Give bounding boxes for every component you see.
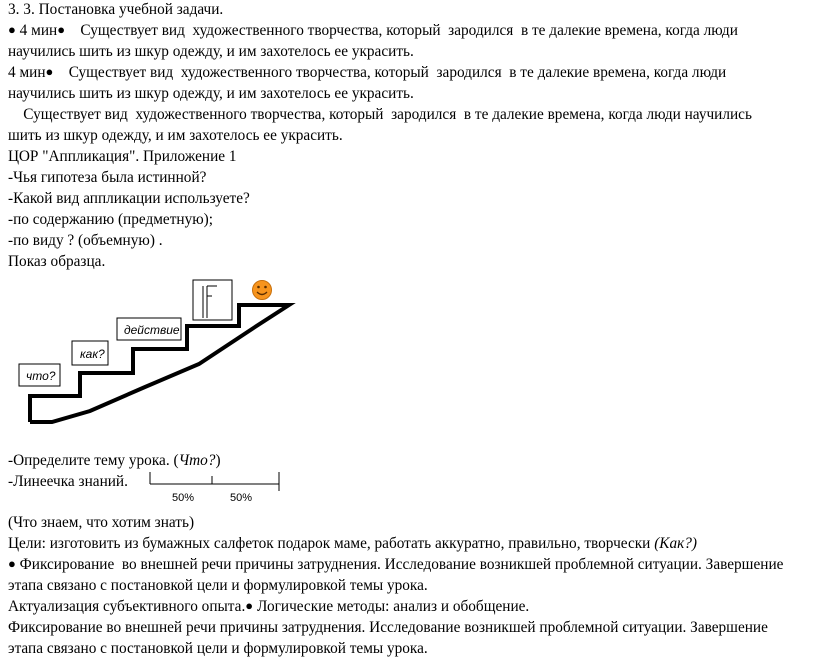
text-line: Цели: изготовить из бумажных салфеток подарок маме, работать аккуратно, правильно, творчески (Как?) (8, 535, 697, 552)
text-line: Актуализация субъективного опыта.● Логические методы: анализ и обобщение. (8, 598, 530, 615)
question-line: -Чья гипотеза была истинной? (8, 169, 207, 186)
bullet-icon: ● (8, 22, 16, 37)
text-line: шить из шкур одежду, и им захотелось ее украсить. (8, 127, 343, 144)
text-line: (Что знаем, что хотим знать) (8, 514, 195, 531)
ruler-percent-left: 50% (172, 492, 195, 504)
text-line: научились шить из шкур одежду, и им захотелось ее украсить. (8, 43, 414, 60)
step-label-what: что? (26, 369, 56, 383)
bullet-icon: ● (57, 22, 66, 37)
text-line: 4 мин● Существует вид художественного творчества, который зародился в те далекие времена, когда люди (8, 64, 727, 81)
text-line: ● Фиксирование во внешней речи причины затруднения. Исследование возникшей проблемной ситуации. Завершение (8, 556, 784, 573)
bullet-icon: ● (8, 556, 16, 571)
text-line: -по содержанию (предметную); (8, 211, 214, 228)
text-line: ● 4 мин● Существует вид художественного творчества, который зародился в те далекие времена, когда люди (8, 22, 738, 39)
text-line: -по виду ? (объемную) . (8, 232, 163, 249)
text-line: этапа связано с постановкой цели и формулировкой темы урока. (8, 640, 428, 657)
step-label-action: действие (124, 323, 180, 337)
bullet-icon: ● (45, 64, 54, 79)
text-line: -Определите тему урока. (Что?) (8, 452, 221, 469)
text-line: этапа связано с постановкой цели и формулировкой темы урока. (8, 577, 428, 594)
knowledge-ruler (150, 472, 279, 491)
ruler-percent-right: 50% (230, 492, 253, 504)
text-line: -Линеечка знаний. (8, 473, 128, 490)
text-line: научились шить из шкур одежду, и им захотелось ее украсить. (8, 85, 414, 102)
smiley-face-icon (253, 281, 272, 300)
question-line: -Какой вид аппликации используете? (8, 190, 250, 207)
bullet-icon: ● (245, 598, 254, 613)
document-box-icon (193, 280, 232, 320)
text-line: Существует вид художественного творчества, который зародился в те далекие времена, когда люди научились (8, 106, 752, 123)
step-label-how: как? (80, 347, 105, 361)
text-line: Фиксирование во внешней речи причины затруднения. Исследование возникшей проблемной ситуации. Завершение (8, 619, 768, 636)
section-heading: 3. 3. Постановка учебной задачи. (8, 1, 224, 18)
text-line: ЦОР "Аппликация". Приложение 1 (8, 148, 237, 165)
text-line: Показ образца. (8, 253, 106, 270)
